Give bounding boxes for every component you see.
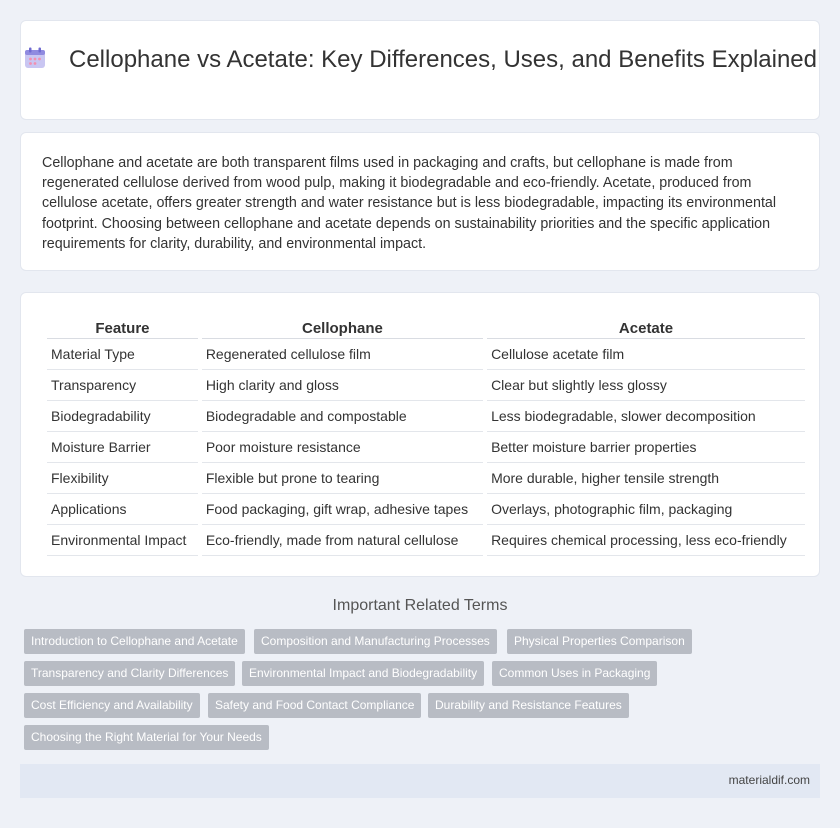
- feature-cell: Biodegradability: [47, 401, 198, 432]
- feature-cell: Environmental Impact: [47, 525, 198, 556]
- feature-cell: Flexibility: [47, 463, 198, 494]
- acetate-cell: Better moisture barrier properties: [487, 432, 805, 463]
- header-acetate: Acetate: [487, 315, 805, 339]
- related-tag[interactable]: Introduction to Cellophane and Acetate: [24, 629, 245, 654]
- related-tag[interactable]: Durability and Resistance Features: [428, 693, 629, 718]
- cellophane-cell: Biodegradable and compostable: [202, 401, 483, 432]
- comparison-table: [43, 315, 809, 556]
- related-tag[interactable]: Physical Properties Comparison: [507, 629, 692, 654]
- feature-cell: Transparency: [47, 370, 198, 401]
- header-feature: Feature: [47, 315, 198, 339]
- acetate-cell: Cellulose acetate film: [487, 339, 805, 370]
- intro-paragraph: Cellophane and acetate are both transparent films used in packaging and crafts, but cellophane is made from regenerated cellulose derived from wood pulp, making it biodegradable and eco-friendly. Acetate, produced from cellulose acetate, offers greater strength and water resistance but is less biodegradable, impacting its environmental footprint. Choosing between cellophane and acetate depends on sustainability priorities and the specific application requirements for clarity, durability, and environmental impact.: [42, 155, 777, 252]
- related-tag[interactable]: Safety and Food Contact Compliance: [208, 693, 421, 718]
- cellophane-cell: High clarity and gloss: [202, 370, 483, 401]
- table-row: [47, 401, 805, 432]
- related-tag[interactable]: Common Uses in Packaging: [492, 661, 657, 686]
- table-row: [47, 370, 805, 401]
- page-title-wrap: [21, 45, 819, 74]
- table-row: [47, 432, 805, 463]
- related-tag[interactable]: Transparency and Clarity Differences: [24, 661, 235, 686]
- acetate-cell: Clear but slightly less glossy: [487, 370, 805, 401]
- table-row: [47, 339, 805, 370]
- acetate-cell: Requires chemical processing, less eco-friendly: [487, 525, 805, 556]
- feature-cell: Material Type: [47, 339, 198, 370]
- feature-cell: Applications: [47, 494, 198, 525]
- related-terms-title: Important Related Terms: [332, 597, 508, 614]
- cellophane-cell: Flexible but prone to tearing: [202, 463, 483, 494]
- table-row: [47, 463, 805, 494]
- related-tag[interactable]: Cost Efficiency and Availability: [24, 693, 200, 718]
- table-row: [47, 525, 805, 556]
- footer-site[interactable]: materialdif.com: [728, 773, 810, 787]
- comparison-card: [20, 292, 820, 577]
- cellophane-cell: Food packaging, gift wrap, adhesive tapes: [202, 494, 483, 525]
- related-tag[interactable]: Environmental Impact and Biodegradability: [242, 661, 484, 686]
- feature-cell: Moisture Barrier: [47, 432, 198, 463]
- table-row: [47, 494, 805, 525]
- acetate-cell: More durable, higher tensile strength: [487, 463, 805, 494]
- cellophane-cell: Regenerated cellulose film: [202, 339, 483, 370]
- table-header-row: [47, 315, 805, 339]
- page-title: Cellophane vs Acetate: Key Differences, Uses, and Benefits Explained: [69, 46, 817, 73]
- header-cellophane: Cellophane: [202, 315, 483, 339]
- cellophane-cell: Eco-friendly, made from natural cellulose: [202, 525, 483, 556]
- header-card: [20, 20, 820, 120]
- acetate-cell: Less biodegradable, slower decomposition: [487, 401, 805, 432]
- footer: [20, 764, 820, 798]
- related-tag[interactable]: Choosing the Right Material for Your Needs: [24, 725, 269, 750]
- intro-card: [20, 132, 820, 271]
- calendar-icon: [23, 46, 47, 70]
- related-tag[interactable]: Composition and Manufacturing Processes: [254, 629, 497, 654]
- acetate-cell: Overlays, photographic film, packaging: [487, 494, 805, 525]
- cellophane-cell: Poor moisture resistance: [202, 432, 483, 463]
